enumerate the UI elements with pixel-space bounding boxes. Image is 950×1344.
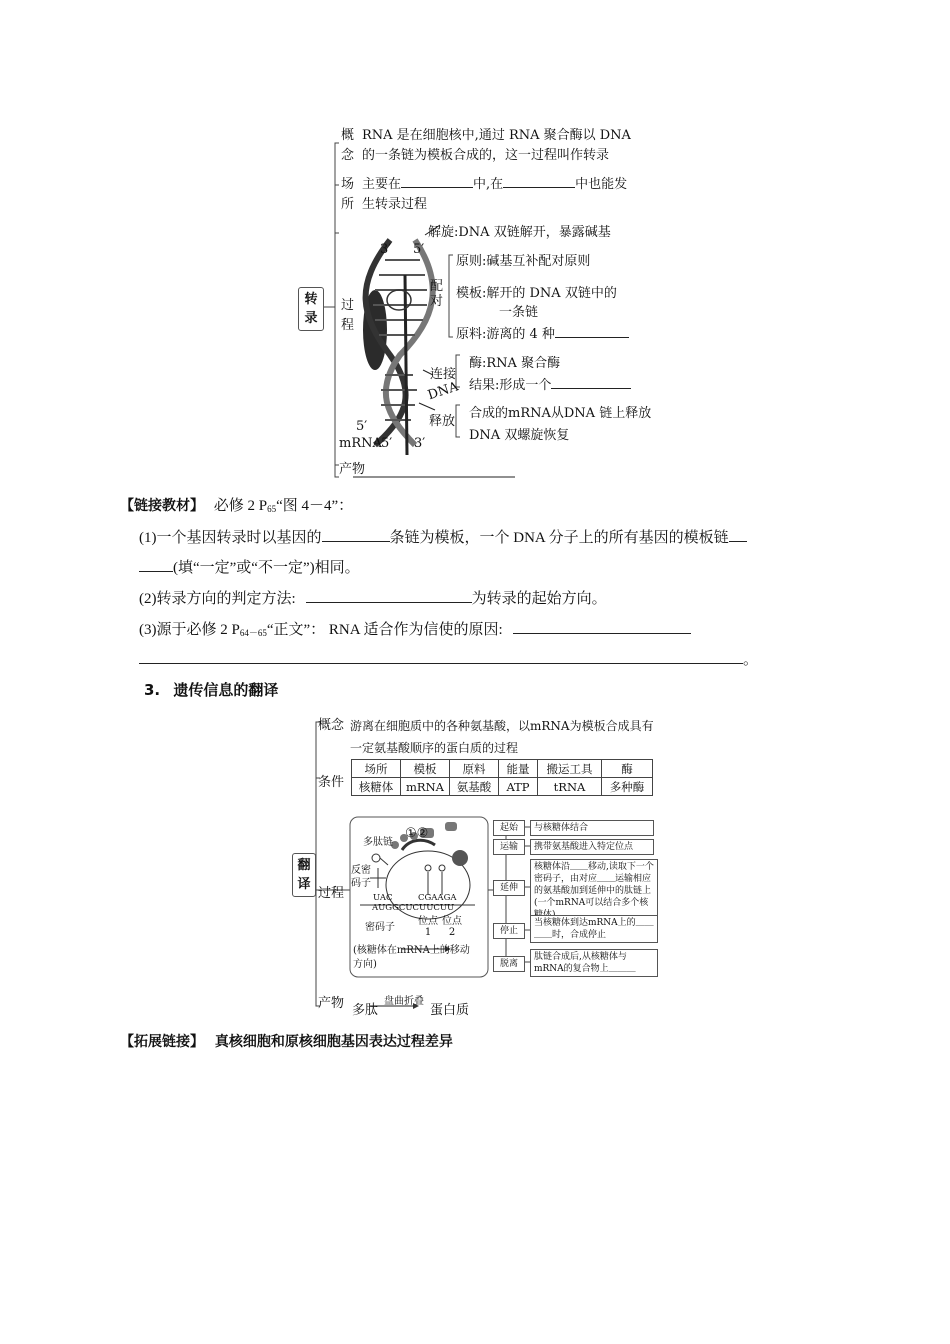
extension-heading (120, 1031, 453, 1051)
site-line-2: 生转录过程 (362, 197, 428, 212)
diagram-site-1-label: 位点 (418, 916, 438, 927)
strand-mrna-5prime: 5′ (381, 436, 393, 451)
concept-line-1: RNA 是在细胞核中,通过 RNA 聚合酶以 DNA (362, 128, 631, 143)
diagram-seq-top: CGAAGA (418, 893, 457, 903)
strand-3prime-top: 3′ (380, 242, 392, 257)
link-heading (120, 494, 353, 515)
translation-product-arrow-label: 盘曲折叠 (384, 996, 424, 1007)
diagram-site-2-number: 2 (448, 927, 456, 938)
diagram-site-2 (442, 916, 462, 938)
q3-text-a: (3)源于必修 2 P (139, 622, 240, 638)
diagram-site-1 (418, 916, 438, 938)
cond-header-energy: 能量 (499, 760, 538, 778)
question-2 (139, 587, 607, 608)
process-principle: 原则:碱基互补配对原则 (456, 254, 591, 269)
q1-text-b: 条链为模板，一个 DNA 分子上的所有基因的模板链 (389, 530, 729, 546)
concept-label (341, 126, 354, 166)
process-release-1: 合成的mRNA从DNA 链上释放 (469, 406, 652, 421)
diagram-codon: 密码子 (365, 922, 395, 933)
strand-5prime-top: 5′ (413, 242, 425, 257)
process-template-2: 一条链 (499, 305, 539, 320)
step-termination-label: 停止 (493, 923, 525, 939)
strand-5prime-bottom: 5′ (356, 419, 368, 434)
link-ref-prefix: 必修 2 P (213, 498, 268, 514)
question-3-line-2 (139, 648, 758, 669)
q1-blank-1[interactable] (322, 541, 390, 542)
translation-product-label: 产物 (318, 996, 345, 1011)
site-text (362, 175, 627, 215)
material-blank[interactable] (555, 337, 629, 338)
process-unwind: 解旋:DNA 双链解开，暴露碱基 (428, 225, 611, 240)
question-1-line-2 (139, 556, 360, 577)
step-initiation-label: 起始 (493, 820, 525, 836)
extension-tag: 【拓展链接】 (120, 1034, 204, 1050)
q1-text-c: (填“一定”或“不一定”)相同。 (173, 560, 360, 576)
cond-header-enzyme: 酶 (602, 760, 653, 778)
q3-blank-1[interactable] (513, 633, 691, 634)
translation-title-box (292, 853, 316, 897)
process-template-1: 模板:解开的 DNA 双链中的 (456, 286, 617, 301)
concept-label-1: 概 (341, 128, 355, 143)
concept-line-2: 的一条链为模板合成的，这一过程叫作转录 (362, 148, 610, 163)
step-transport-text: 携带氨基酸进入特定位点 (530, 839, 654, 855)
section-3-title: 遗传信息的翻译 (173, 681, 279, 699)
diagram-codon-seq: AUGGCUCUUCUU (372, 903, 455, 913)
q3-blank-2[interactable] (139, 663, 743, 664)
transcription-title-box (298, 287, 324, 331)
translation-title-2: 译 (297, 877, 311, 892)
q1-blank-2-cont[interactable] (139, 571, 173, 572)
strand-3prime-bottom: 3′ (414, 436, 426, 451)
translation-product-b: 蛋白质 (430, 1003, 470, 1018)
cond-value-energy: ATP (499, 778, 538, 796)
site-line-1c: 中也能发 (575, 177, 628, 192)
diagram-note-1: (核糖体在mRNA上的移动 (353, 945, 470, 956)
translation-concept-text (350, 715, 654, 759)
process-enzyme: 酶:RNA 聚合酶 (469, 356, 561, 371)
site-line-1a: 主要在 (362, 177, 402, 192)
diagram-anticodon-2: 码子 (351, 878, 371, 889)
translation-concept-1: 游离在细胞质中的各种氨基酸，以mRNA为模板合成具有 (350, 719, 654, 733)
translation-title-1: 翻 (297, 858, 311, 873)
release-label-release: 释放 (429, 414, 456, 429)
step-elongation-label: 延伸 (493, 880, 525, 896)
section-3-heading (144, 679, 278, 700)
release-label-dna: DNA (426, 379, 461, 404)
q2-blank[interactable] (306, 602, 472, 603)
diagram-site-1-number: 1 (424, 927, 432, 938)
site-line-1b: 中,在 (473, 177, 504, 192)
process-release-2: DNA 双螺旋恢复 (469, 428, 570, 443)
concept-text (362, 126, 631, 166)
connect-label: 连接 (430, 367, 457, 382)
cond-header-carrier: 搬运工具 (538, 760, 602, 778)
pair-label-2: 对 (430, 294, 444, 309)
condition-value-row (352, 778, 653, 796)
q3-text-b: “正文”： RNA 适合作为信使的原因: (266, 622, 503, 638)
site-blank-2[interactable] (503, 187, 575, 188)
question-1-line-1 (139, 526, 747, 547)
step-elongation-text: 核糖体沿＿＿移动,读取下一个密码子，由对应＿＿运输相应的氨基酸加到延伸中的肽链上(一个mRNA可以结合多个核 (530, 859, 658, 923)
process-label-1: 过 (341, 298, 355, 313)
cond-header-template: 模板 (401, 760, 450, 778)
step-initiation-text: 与核糖体结合 (530, 820, 654, 836)
process-label-2: 程 (341, 318, 355, 333)
step-transport-label: 运输 (493, 839, 525, 855)
transcription-title-1: 转录 (304, 292, 318, 326)
cond-value-material: 氨基酸 (450, 778, 499, 796)
diagram-uac: UAC (373, 893, 393, 903)
q2-text-a: (2)转录方向的判定方法: (139, 591, 296, 607)
diagram-anticodon-1: 反密 (351, 865, 371, 876)
cond-value-template: mRNA (401, 778, 450, 796)
diagram-site-2-label: 位点 (442, 916, 462, 927)
result-blank[interactable] (551, 388, 631, 389)
cond-header-material: 原料 (450, 760, 499, 778)
step-termination-text: 当核糖体到达mRNA上的＿＿＿＿时，合成停止 (530, 915, 658, 943)
link-ref-sub: 65 (267, 504, 277, 514)
process-label (341, 296, 354, 336)
cond-value-carrier: tRNA (538, 778, 602, 796)
process-result: 结果:形成一个 (469, 378, 552, 393)
q3-end-mark: 。 (743, 652, 759, 668)
extension-title: 真核细胞和原核细胞基因表达过程差异 (214, 1034, 453, 1050)
process-material: 原料:游离的 4 种 (456, 327, 555, 342)
site-label-2: 所 (341, 197, 355, 212)
diagram-sites-circles: ①② (405, 826, 429, 841)
section-3-number: 3. (144, 681, 161, 699)
diagram-note (353, 944, 470, 972)
diagram-anticodon (351, 864, 371, 890)
q1-blank-2[interactable] (729, 541, 747, 542)
question-3 (139, 618, 691, 639)
cond-header-site: 场所 (352, 760, 401, 778)
translation-product-a: 多肽 (352, 1003, 379, 1018)
site-label (341, 175, 354, 215)
translation-concept-label: 概念 (318, 718, 345, 733)
translation-concept-2: 一定氨基酸顺序的蛋白质的过程 (350, 741, 519, 755)
site-blank-1[interactable] (401, 187, 473, 188)
transcription-product-label: 产物 (339, 462, 366, 477)
q1-text-a: (1)一个基因转录时以基因的 (139, 530, 322, 546)
condition-header-row (352, 760, 653, 778)
strand-mrna-label: mRNA (339, 436, 382, 451)
translation-process-label: 过程 (318, 886, 345, 901)
q3-sub: 64－65 (239, 628, 267, 638)
concept-label-2: 念 (341, 148, 355, 163)
translation-condition-label: 条件 (318, 775, 345, 790)
link-tag: 【链接教材】 (120, 498, 204, 514)
step-release-label: 脱离 (493, 956, 525, 972)
cond-value-site: 核糖体 (352, 778, 401, 796)
step-release-text: 肽链合成后,从核糖体与mRNA的复合物上＿＿＿ (530, 949, 658, 977)
link-ref-suffix: “图 4－4”： (276, 498, 354, 514)
condition-table (351, 759, 653, 796)
cond-value-enzyme: 多种酶 (602, 778, 653, 796)
q2-text-b: 为转录的起始方向。 (471, 591, 607, 607)
diagram-note-2: 方向) (353, 959, 377, 970)
site-label-1: 场 (341, 177, 355, 192)
pair-label-1: 配 (430, 279, 444, 294)
pair-label (430, 279, 443, 309)
diagram-polypeptide: 多肽链 (363, 837, 393, 848)
